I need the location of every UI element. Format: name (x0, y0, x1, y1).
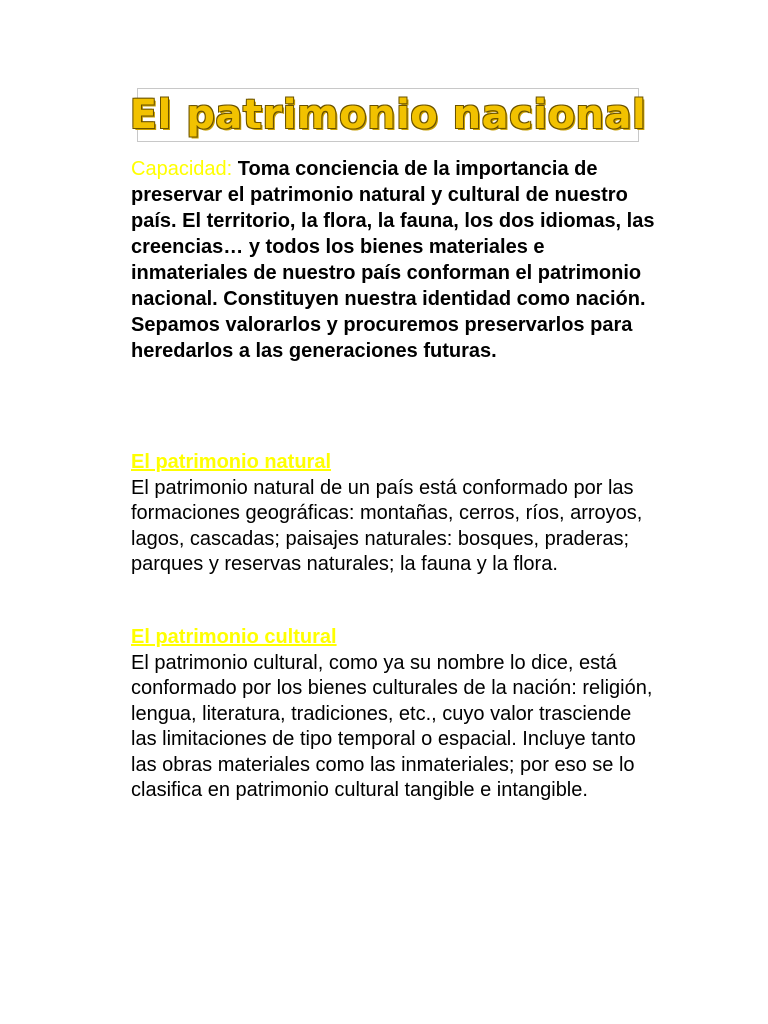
intro-paragraph (131, 156, 661, 364)
page-title: El patrimonio nacional (129, 92, 647, 138)
section-natural (131, 450, 661, 578)
section-cultural (131, 625, 661, 804)
section-body-natural: El patrimonio natural de un país está conformado por las formaciones geográficas: montañas, cerros, ríos, arroyos, lagos, cascadas; paisajes naturales: bosques, praderas; parques y reservas naturales; la fauna y la flora. (131, 476, 643, 575)
intro-text: Toma conciencia de la importancia de preservar el patrimonio natural y cultural de nuestro país. El territorio, la flora, la fauna, los dos idiomas, las creencias… y todos los bienes materiales e inmateriales de nuestro país conforman el patrimonio nacional. Constituyen nuestra identidad como nación. Sepamos valorarlos y procuremos preservarlos para heredarlos a las generaciones futuras. (131, 158, 655, 362)
capacidad-label: Capacidad: (131, 158, 233, 180)
section-heading-cultural: El patrimonio cultural (131, 626, 337, 648)
title-box (129, 88, 647, 142)
section-body-cultural: El patrimonio cultural, como ya su nombre lo dice, está conformado por los bienes culturales de la nación: religión, lengua, literatura, tradiciones, etc., cuyo valor trasciende las limitaciones de tipo temporal o espacial. Incluye tanto las obras materiales como las inmateriales; por eso se lo clasifica en patrimonio cultural tangible e intangible. (131, 651, 653, 801)
section-heading-natural: El patrimonio natural (131, 451, 332, 473)
